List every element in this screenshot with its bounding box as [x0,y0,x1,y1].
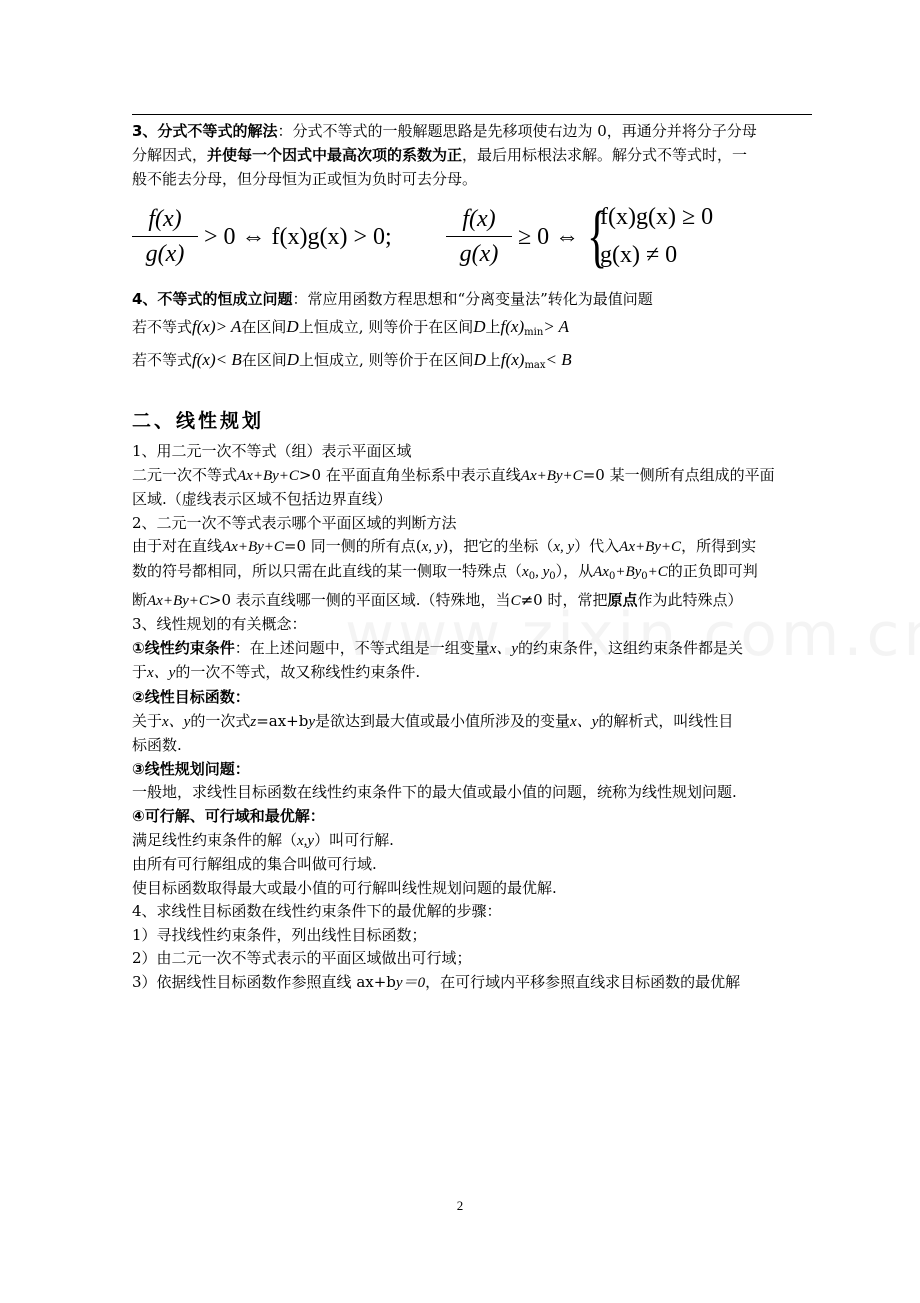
section-4-title: 4、不等式的恒成立问题 [132,290,293,308]
section-3-paragraph: 3、分式不等式的解法：分式不等式的一般解题思路是先移项使右边为 0，再通分并将分子分母 分解因式，并使每一个因式中最高次项的系数为正，最后用标根法求解。解分式不等式时，一 般不能去分母，但分母恒为正或恒为负时可去分母。 [132,122,757,188]
left-brace: { [587,198,608,275]
section-3-title: 3、分式不等式的解法 [132,122,278,140]
section-4-paragraph: 4、不等式的恒成立问题：常应用函数方程思想和“分离变量法”转化为最值问题 若不等式f(x)> A在区间D上恒成立, 则等价于在区间D上$f(x)_{min}> A$ 若不等式f(x)< B在区间D上恒成立, 则等价于在区间D上$f(x)_{max}< B$ [132,290,653,371]
fraction-1: f(x) g(x) [132,202,198,271]
fraction-2: f(x) g(x) [446,202,512,271]
header-rule [132,114,812,115]
fraction-inequality-formula [132,198,812,282]
relation-2: ≥ 0 ⇔ [518,224,580,250]
relation-1: > 0 ⇔ f(x)g(x) > 0; [204,224,392,250]
linear-programming-body: 1、用二元一次不等式（组）表示平面区域 二元一次不等式Ax+By+C>0 在平面直角坐标系中表示直线Ax+By+C=0 某一侧所有点组成的平面 区域.（虚线表示区域不包括边界直线） 2、二元一次不等式表示哪个平面区域的判断方法 由于对在直线Ax+By+C=0 同一侧的所有点(x, y)，把它的坐标（x, y）代入Ax+By+C，所得到实 数的符号都相同，所以只需在此直线的某一侧取一特殊点（$x_0$, $y_0$），从$Ax_0+By_0+C$的正负即可判 断Ax+By+C>0 表示直线哪一侧的平面区域.（特殊地，当C≠0 时，常把原点作为此特殊点） 3、线性规划的有关概念： ①线性约束条件：在上述问题中，不等式组是一组变量x、y的约束条件，这组约束条件都是关 于x、y的一次不等式，故又称线性约束条件. ②线性目标函数： 关于x、y的一次式z=ax+by是欲达到最大值或最小值所涉及的变量x、y的解析式，叫线性目 标函数. ③线性规划问题： 一般地，求线性目标函数在线性约束条件下的最大值或最小值的问题，统称为线性规划问题. ④可行解、可行域和最优解： 满足线性约束条件的解（x,y）叫可行解. 由所有可行解组成的集合叫做可行域. 使目标函数取得最大或最小值的可行解叫线性规划问题的最优解. 4、求线性目标函数在线性约束条件下的最优解的步骤： 1）寻找线性约束条件，列出线性目标函数； 2）由二元一次不等式表示的平面区域做出可行域； 3）依据线性目标函数作参照直线 ax+by＝0，在可行域内平移参照直线求目标函数的最优解 [132,442,775,992]
page-number: 2 [456,1198,464,1213]
case-1: f(x)g(x) ≥ 0 [600,204,714,230]
section-heading-linear-programming: 二、线性规划 [132,410,265,432]
case-2: g(x) ≠ 0 [600,242,678,268]
